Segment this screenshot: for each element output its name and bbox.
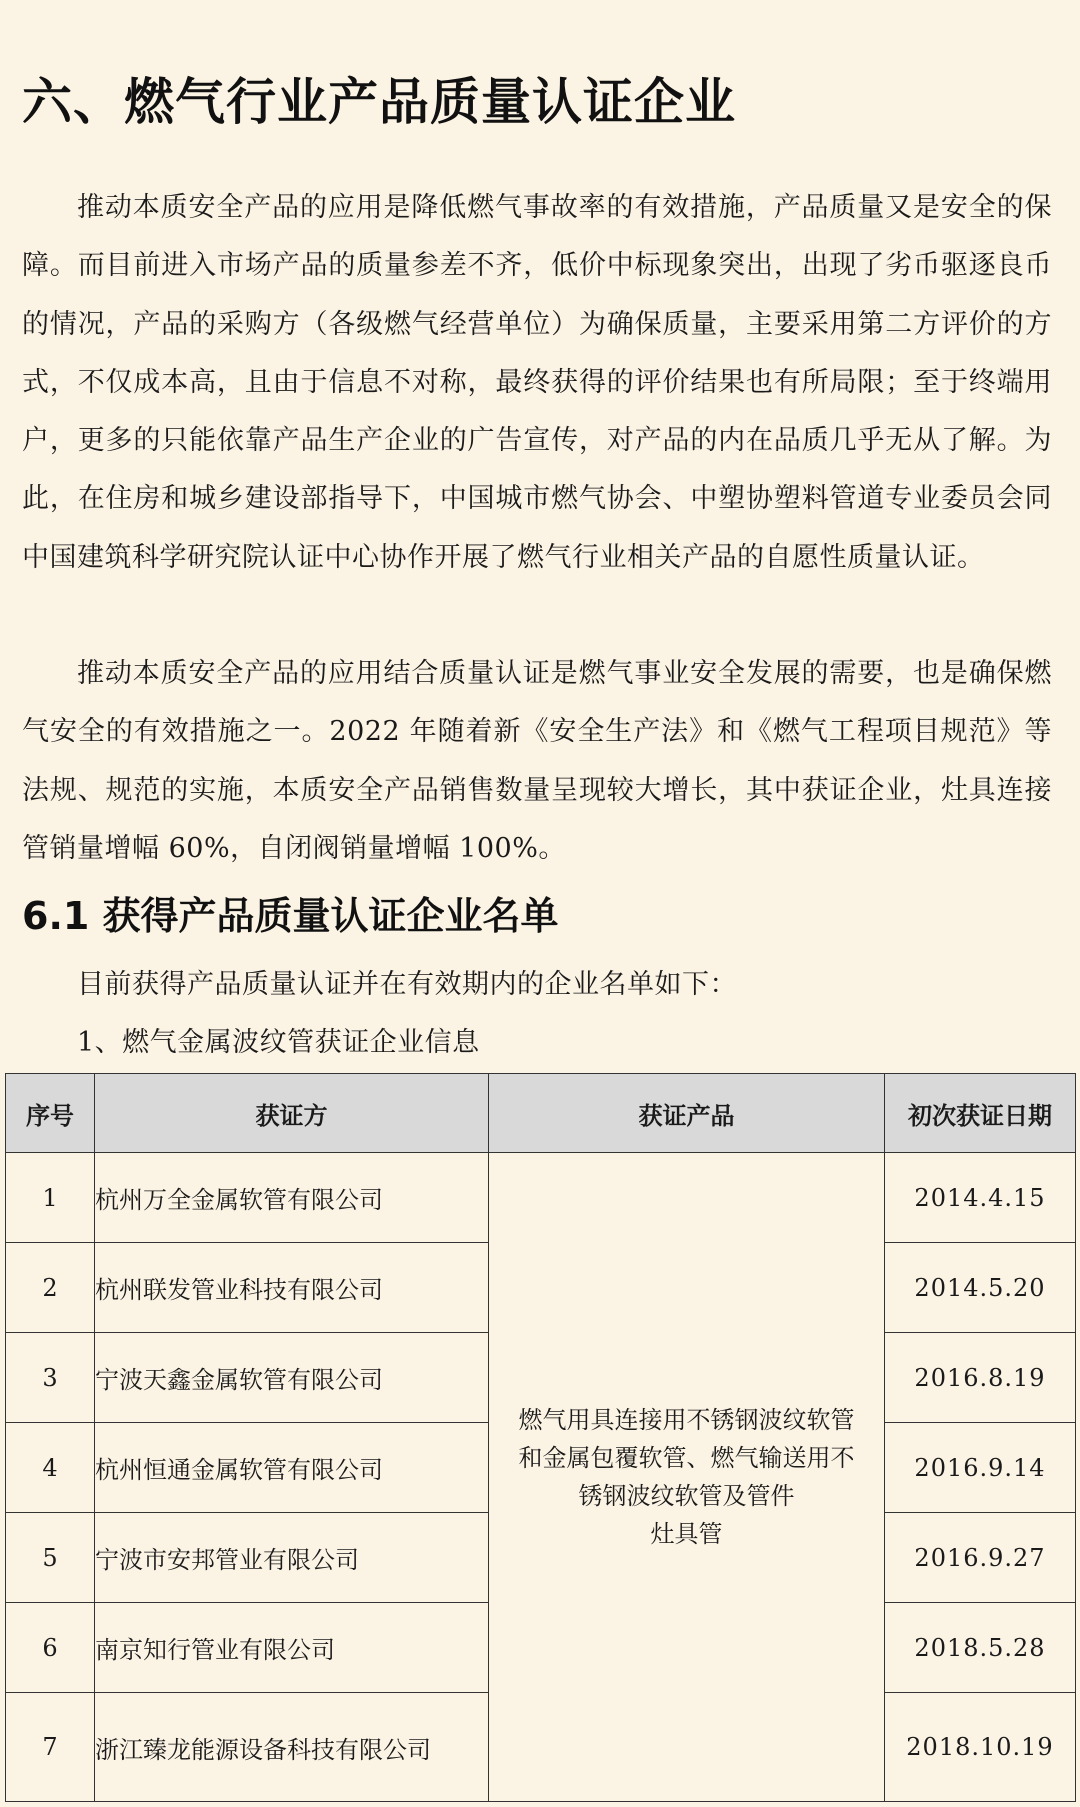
company-name: 杭州恒通金属软管有限公司 [95,1423,489,1513]
company-name: 浙江臻龙能源设备科技有限公司 [95,1693,489,1802]
company-name: 杭州万全金属软管有限公司 [95,1153,489,1243]
first-cert-date: 2016.9.14 [885,1423,1076,1513]
row-number: 2 [6,1243,95,1333]
product-line: 燃气用具连接用不锈钢波纹软管 [518,1406,855,1434]
row-number: 5 [6,1513,95,1603]
row-number: 7 [6,1693,95,1802]
body-paragraph-2: 推动本质安全产品的应用结合质量认证是燃气事业安全发展的需要，也是确保燃气安全的有效措施之一。2022 年随着新《安全生产法》和《燃气工程项目规范》等法规、规范的实施，本质安全产品销售数量呈现较大增长，其中获证企业，灶具连接管销量增幅 60%，自闭阀销量增幅 100%。 [22,658,1052,864]
section-heading: 6.1 获得产品质量认证企业名单 [22,894,559,938]
first-cert-date: 2018.10.19 [885,1693,1076,1802]
product-line: 锈钢波纹软管及管件 [578,1482,795,1510]
section-intro: 目前获得产品质量认证并在有效期内的企业名单如下： [77,969,737,1000]
first-cert-date: 2016.8.19 [885,1333,1076,1423]
first-cert-date: 2014.4.15 [885,1153,1076,1243]
product-line: 和金属包覆软管、燃气输送用不 [518,1444,855,1472]
company-name: 杭州联发管业科技有限公司 [95,1243,489,1333]
chapter-heading: 六、燃气行业产品质量认证企业 [22,73,736,131]
row-number: 6 [6,1603,95,1693]
header-product: 获证产品 [489,1074,885,1153]
table-caption: 1、燃气金属波纹管获证企业信息 [77,1027,480,1058]
table-header-row [6,1074,1076,1153]
company-name: 宁波市安邦管业有限公司 [95,1513,489,1603]
certified-product-cell [489,1153,885,1802]
body-paragraph-1: 推动本质安全产品的应用是降低燃气事故率的有效措施，产品质量又是安全的保障。而目前进入市场产品的质量参差不齐，低价中标现象突出，出现了劣币驱逐良币的情况，产品的采购方（各级燃气经营单位）为确保质量，主要采用第二方评价的方式，不仅成本高，且由于信息不对称，最终获得的评价结果也有所局限；至于终端用户，更多的只能依靠产品生产企业的广告宣传，对产品的内在品质几乎无从了解。为此，在住房和城乡建设部指导下，中国城市燃气协会、中塑协塑料管道专业委员会同中国建筑科学研究院认证中心协作开展了燃气行业相关产品的自愿性质量认证。 [22,192,1052,573]
first-cert-date: 2018.5.28 [885,1603,1076,1693]
header-no: 序号 [6,1074,95,1153]
first-cert-date: 2016.9.27 [885,1513,1076,1603]
certified-companies-table [5,1073,1076,1802]
header-date: 初次获证日期 [885,1074,1076,1153]
header-holder: 获证方 [95,1074,489,1153]
company-name: 南京知行管业有限公司 [95,1603,489,1693]
first-cert-date: 2014.5.20 [885,1243,1076,1333]
row-number: 4 [6,1423,95,1513]
company-name: 宁波天鑫金属软管有限公司 [95,1333,489,1423]
product-line: 灶具管 [650,1520,723,1548]
row-number: 3 [6,1333,95,1423]
table-row [6,1153,1076,1243]
row-number: 1 [6,1153,95,1243]
